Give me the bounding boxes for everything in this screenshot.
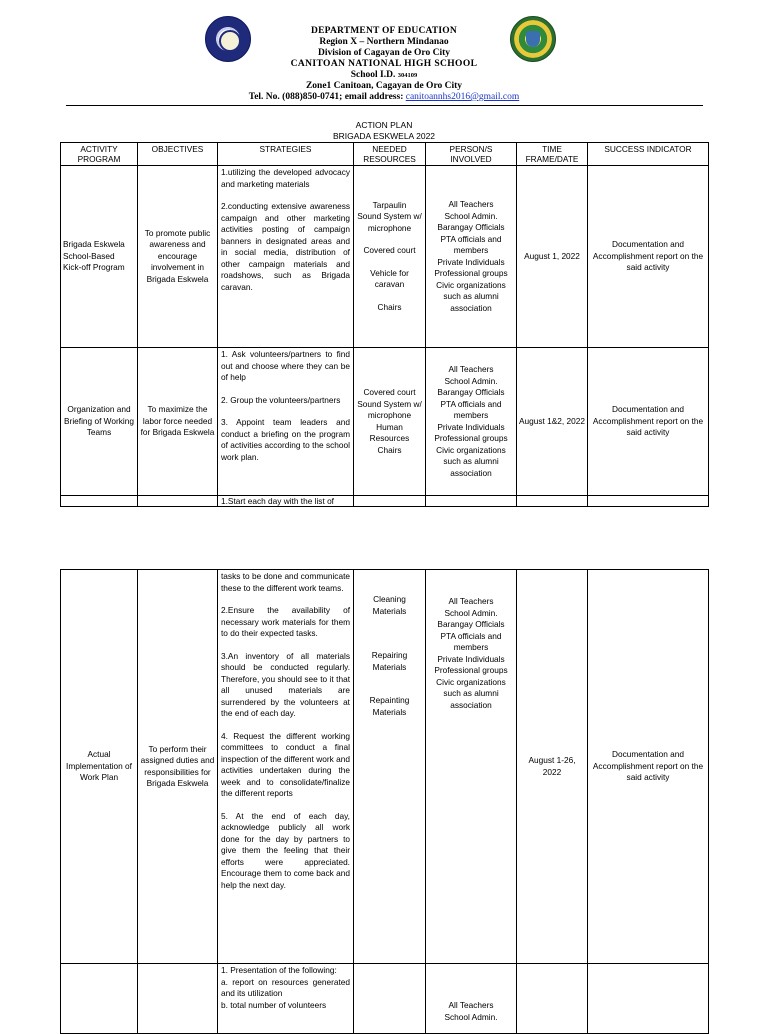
resources-cell — [354, 348, 426, 496]
empty-cell — [138, 496, 218, 507]
resource-item: Repainting Materials — [369, 695, 410, 717]
strategy-item: b. total number of volunteers — [221, 999, 327, 1010]
plan-title: ACTION PLAN — [355, 120, 413, 130]
person-item: Civic organizations such as alumni association — [436, 444, 506, 478]
activity-cell: Organization and Briefing of Working Teams — [61, 348, 138, 496]
resource-item: Sound System w/ microphone — [357, 211, 422, 233]
region-name: Region X – Northern Mindanao — [319, 37, 449, 47]
strategy-item: 1.utilizing the developed advocacy and marketing materials — [221, 167, 350, 189]
table-row — [61, 570, 709, 964]
paragraph-gap — [221, 406, 350, 417]
person-item: All Teachers — [448, 596, 494, 606]
person-item: All Teachers — [448, 199, 494, 209]
resource-item: Chairs — [377, 444, 402, 455]
paragraph-gap — [221, 720, 350, 731]
person-item: PTA officials and members — [440, 233, 502, 255]
empty-cell — [354, 964, 426, 1034]
table-row — [61, 348, 709, 496]
school-address: Zone1 Canitoan, Cagayan de Oro City — [305, 81, 463, 91]
strategies-cell: 1.Start each day with the list of — [218, 496, 354, 507]
header-resources: NEEDED RESOURCES — [354, 143, 426, 166]
header-persons: PERSON/S INVOLVED — [426, 143, 517, 166]
paragraph-gap — [356, 684, 423, 695]
school-id-line — [250, 70, 518, 81]
strategy-item: tasks to be done and communicate these to the different work teams. — [221, 571, 350, 593]
persons-cell — [426, 964, 517, 1034]
empty-cell — [426, 496, 517, 507]
person-item: Barangay Officials — [437, 387, 505, 397]
strategy-item: 2. Group the volunteers/partners — [221, 394, 341, 405]
objective-cell: To maximize the labor force needed for Brigada Eskwela — [138, 348, 218, 496]
person-item: School Admin. — [444, 210, 498, 221]
contact-line — [230, 92, 538, 103]
date-cell: August 1&2, 2022 — [517, 348, 588, 496]
person-item: School Admin. — [444, 607, 498, 618]
resource-item: Covered court — [363, 387, 416, 397]
strategies-cell — [218, 570, 354, 964]
paragraph-gap — [221, 594, 350, 605]
strategies-cell — [218, 348, 354, 496]
person-item: PTA officials and members — [440, 630, 502, 652]
person-item: School Admin. — [444, 375, 498, 386]
objective-cell: To promote public awareness and encourage involvement in Brigada Eskwela — [138, 166, 218, 348]
person-item: PTA officials and members — [440, 398, 502, 420]
paragraph-gap — [356, 257, 423, 268]
strategy-item: 1. Presentation of the following: — [221, 965, 337, 975]
date-cell: August 1-26, 2022 — [517, 570, 588, 964]
date-cell: August 1, 2022 — [517, 166, 588, 348]
activity-cell: Actual Implementation of Work Plan — [61, 570, 138, 964]
indicator-cell: Documentation and Accomplishment report on the said activity — [588, 166, 709, 348]
plan-subtitle: BRIGADA ESKWELA 2022 — [332, 131, 436, 141]
strategy-item: a. report on resources generated and its utilization — [221, 976, 350, 998]
strategy-item: 5. At the end of each day, acknowledge publicly all work done for the day by partners to give them the feeling that their efforts were appreciated. Encourage them to come back and help the next day. — [221, 810, 350, 890]
person-item: Civic organizations such as alumni association — [436, 279, 506, 313]
department-name: DEPARTMENT OF EDUCATION — [311, 26, 457, 36]
person-item: Professional groups — [434, 433, 508, 443]
person-item: Professional groups — [434, 268, 508, 278]
header-timeframe: TIME FRAME/DATE — [517, 143, 588, 166]
empty-cell — [61, 496, 138, 507]
resource-item: Sound System w/ microphone — [357, 398, 422, 420]
table-row-partial — [61, 964, 709, 1034]
strategy-item: 1. Ask volunteers/partners to find out and choose where they can be of help — [221, 349, 350, 382]
empty-cell — [138, 964, 218, 1034]
strategy-item: 2.Ensure the availability of necessary work materials for them to do their expected tasks. — [221, 605, 350, 638]
person-item: Barangay Officials — [437, 222, 505, 232]
header-indicator: SUCCESS INDICATOR — [588, 143, 709, 166]
empty-cell — [354, 496, 426, 507]
resource-item: Vehicle for caravan — [370, 267, 409, 290]
person-item: All Teachers — [448, 364, 494, 374]
person-item: Civic organizations such as alumni association — [436, 676, 506, 710]
indicator-cell: Documentation and Accomplishment report on the said activity — [588, 348, 709, 496]
contact-prefix: Tel. No. (088)850-0741; email address: — [248, 92, 404, 102]
paragraph-gap — [356, 673, 423, 684]
empty-cell — [517, 496, 588, 507]
school-name: CANITOAN NATIONAL HIGH SCHOOL — [290, 59, 478, 69]
resources-cell — [354, 166, 426, 348]
paragraph-gap — [221, 800, 350, 811]
paragraph-gap — [356, 639, 423, 650]
action-plan-table-continued — [60, 569, 709, 1034]
strategies-cell — [218, 964, 354, 1034]
division-name: Division of Cagayan de Oro City — [317, 48, 451, 58]
resource-item: Chairs — [377, 301, 402, 312]
indicator-cell: Documentation and Accomplishment report on the said activity — [588, 570, 709, 964]
paragraph-gap — [356, 617, 423, 628]
strategy-item: 2.conducting extensive awareness campaign and other marketing activities posting of campaign banners in designated areas and in social media, distribution of other campaign materials and roadshows, such as Brigada caravan. — [221, 201, 350, 292]
activity-cell: Brigada Eskwela School-Based Kick-off Program — [61, 166, 138, 348]
persons-cell — [426, 166, 517, 348]
paragraph-gap — [221, 190, 350, 201]
empty-cell — [61, 964, 138, 1034]
school-id-label: School I.D. — [350, 70, 396, 80]
header-strategies: STRATEGIES — [218, 143, 354, 166]
empty-cell — [588, 496, 709, 507]
strategy-item: 3.An inventory of all materials should be conducted regularly. Therefore, you should see to it that all unused materials are surrendered by the volunteers at the end of each day. — [221, 650, 350, 718]
strategy-item: 3. Appoint team leaders and conduct a briefing on the program of activities according to the school work plan. — [221, 417, 350, 462]
table-header-row — [61, 143, 709, 166]
paragraph-gap — [356, 291, 423, 302]
header-activity: ACTIVITY PROGRAM — [61, 143, 138, 166]
paragraph-gap — [356, 628, 423, 639]
school-id-value: 304109 — [397, 72, 418, 79]
resources-cell — [354, 570, 426, 964]
person-item: Private Individuals — [437, 653, 505, 664]
resource-item: Cleaning Materials — [372, 594, 407, 616]
resource-item: Human Resources — [369, 421, 410, 443]
header-objectives: OBJECTIVES — [138, 143, 218, 166]
deped-seal-logo — [205, 16, 251, 62]
person-item: Professional groups — [434, 665, 508, 675]
header-divider — [66, 105, 703, 106]
resource-item: Covered court — [363, 245, 416, 256]
person-item: Barangay Officials — [437, 619, 505, 629]
empty-cell — [517, 964, 588, 1034]
empty-cell — [588, 964, 709, 1034]
person-item: Private Individuals — [437, 421, 505, 432]
person-item: School Admin. — [444, 1011, 498, 1022]
persons-cell — [426, 348, 517, 496]
paragraph-gap — [221, 640, 350, 651]
email-link[interactable]: canitoannhs2016@gmail.com — [405, 92, 520, 102]
paragraph-gap — [221, 384, 350, 395]
objective-cell: To perform their assigned duties and responsibilities for Brigada Eskwela — [138, 570, 218, 964]
paragraph-gap — [356, 234, 423, 245]
resource-item: Tarpaulin — [372, 199, 407, 210]
persons-cell — [426, 570, 517, 964]
table-row — [61, 166, 709, 348]
strategies-cell — [218, 166, 354, 348]
person-item: Private Individuals — [437, 256, 505, 267]
strategy-item: 4. Request the different working committees to conduct a final inspection of the different work and activities undertaken during the week and to consolidate/finalize the different reports — [221, 730, 350, 798]
person-item: All Teachers — [448, 1000, 494, 1010]
resource-item: Repairing Materials — [371, 650, 408, 672]
table-row-partial — [61, 496, 709, 507]
action-plan-table — [60, 142, 709, 507]
